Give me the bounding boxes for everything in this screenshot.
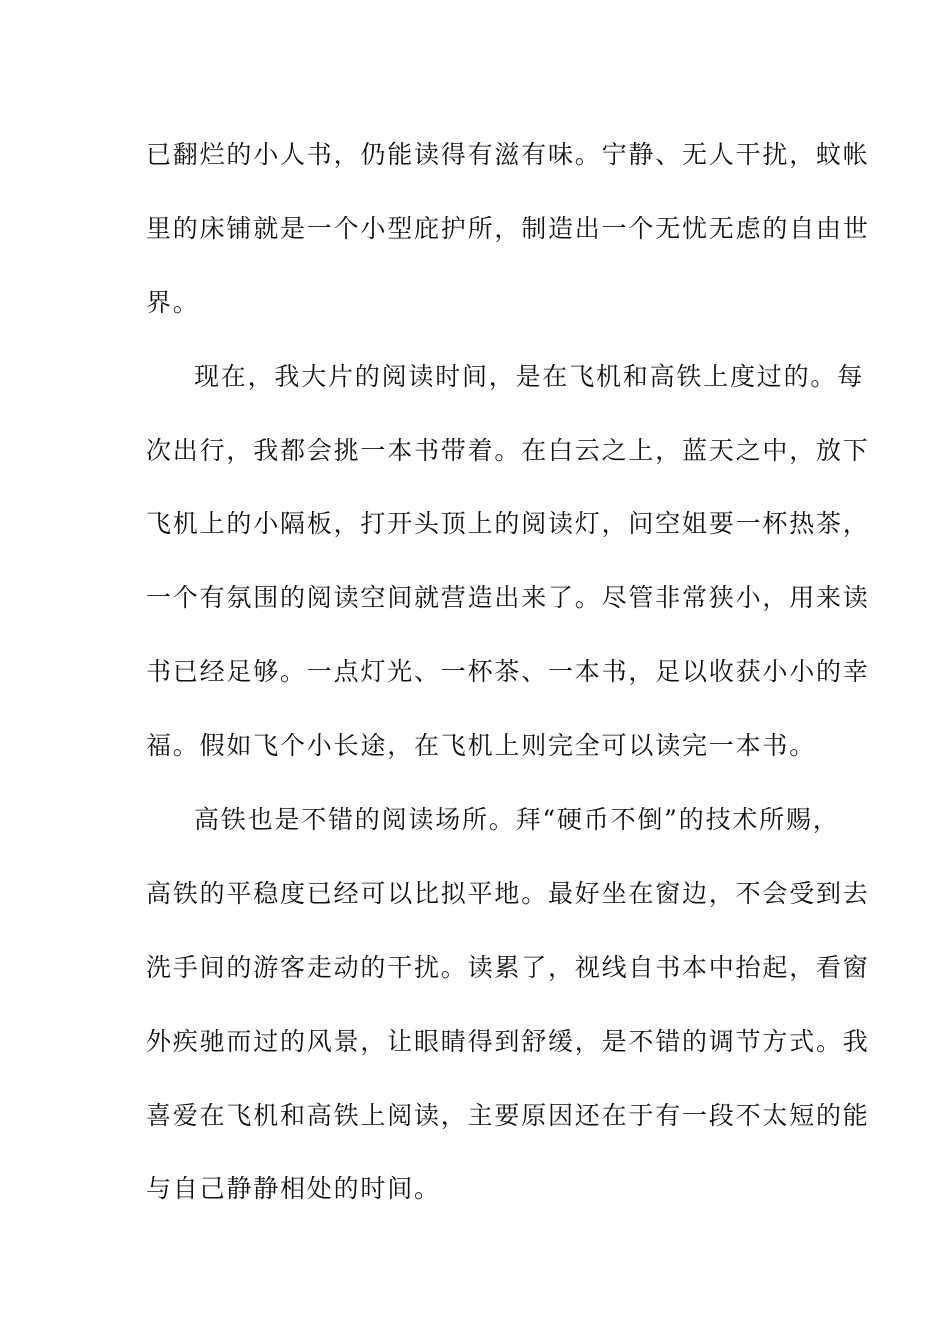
text-line: 已翻烂的小人书，仍能读得有滋有味。宁静、无人干扰，蚊帐 xyxy=(146,140,870,169)
text-line: 与自己静静相处的时间。 xyxy=(146,1174,441,1204)
text-line: 外疾驰而过的风景，让眼睛得到舒缓，是不错的调节方式。我 xyxy=(146,1026,870,1056)
paragraph-1 xyxy=(146,118,870,340)
text-line: 飞机上的小隔板，打开头顶上的阅读灯，问空姐要一杯热茶， xyxy=(146,509,870,539)
text-line: 现在，我大片的阅读时间，是在飞机和高铁上度过的。每 xyxy=(194,361,865,391)
text-line: 次出行，我都会挑一本书带着。在白云之上，蓝天之中，放下 xyxy=(146,435,870,465)
text-line: 高铁也是不错的阅读场所。拜“硬币不倒”的技术所赐， xyxy=(194,805,840,835)
text-line: 一个有氛围的阅读空间就营造出来了。尽管非常狭小，用来读 xyxy=(146,583,870,613)
text-line: 喜爱在飞机和高铁上阅读，主要原因还在于有一段不太短的能 xyxy=(146,1100,870,1130)
text-line: 书已经足够。一点灯光、一杯茶、一本书，足以收获小小的幸 xyxy=(146,657,870,687)
text-line: 高铁的平稳度已经可以比拟平地。最好坐在窗边，不会受到去 xyxy=(146,878,870,908)
text-line: 界。 xyxy=(146,287,200,317)
paragraph-2 xyxy=(146,340,870,783)
document-body xyxy=(146,118,870,1226)
text-line: 里的床铺就是一个小型庇护所，制造出一个无忧无虑的自由世 xyxy=(146,213,870,243)
text-line: 福。假如飞个小长途，在飞机上则完全可以读完一本书。 xyxy=(146,731,817,761)
text-line: 洗手间的游客走动的干扰。读累了，视线自书本中抬起，看窗 xyxy=(146,952,870,982)
paragraph-3 xyxy=(146,783,870,1226)
